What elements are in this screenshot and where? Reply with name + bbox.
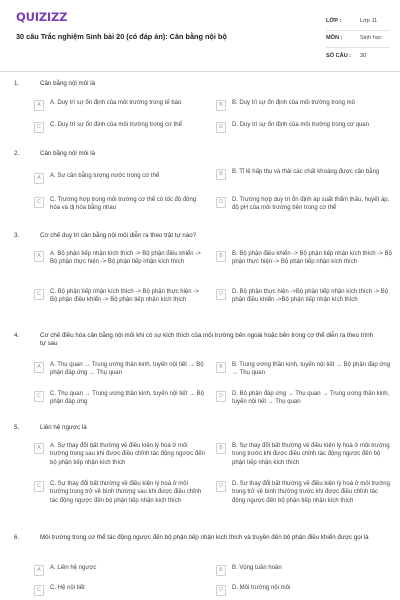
option-text: A. Sự cân bằng lượng nước trong cơ thể bbox=[50, 173, 160, 179]
option-letter-box: B bbox=[216, 565, 226, 576]
question-number: 3. bbox=[14, 232, 20, 239]
option-text: C. Trường hợp trong môi trường cơ thể có tốc độ đông hóa và dị hóa bằng nhau bbox=[50, 197, 197, 212]
option-letter-box: C bbox=[34, 122, 44, 133]
meta-table bbox=[326, 14, 390, 65]
option-letter-box: D bbox=[216, 391, 226, 402]
question-text: Cơ chế điều hòa cân bằng nội môi khi có sự kích thích của môi trường bên ngoài hoặc bên trong cơ thể diễn ra theo trình tự sau bbox=[40, 332, 374, 348]
option-letter-box: D bbox=[216, 289, 226, 300]
option-c[interactable] bbox=[34, 196, 204, 213]
option-text: B. Duy trì sự ổn định của môi trường trong mô bbox=[232, 100, 356, 106]
question-text: Liên hệ ngược là bbox=[40, 424, 87, 431]
option-text: A. Duy trì sự ổn định của môi trường trong tế bào bbox=[50, 100, 182, 106]
option-text: D. Sự thay đổi bất thường về điều kiện lý hoá ở môi trường trong trở về bình thường trước khi được điều chỉnh tác động ngược đến bộ phận tiếp nhận kích thích bbox=[232, 481, 390, 504]
question-number: 2. bbox=[14, 150, 20, 157]
worksheet-title: 30 câu Trắc nghiệm Sinh bài 20 (có đáp án): Cân bằng nội bộ bbox=[16, 32, 227, 41]
option-b[interactable] bbox=[216, 250, 392, 267]
option-text: A. Sự thay đổi bất thường về điều kiện lý hoá ở môi trường trong sau khi được điều chỉnh tác động ngược đến bộ phận tiếp nhận kích thích bbox=[50, 443, 205, 466]
option-text: C. Thụ quan → Trung ương thần kinh, tuyến nội tiết → Bộ phận đáp ứng bbox=[50, 391, 204, 406]
option-letter-box: D bbox=[216, 481, 226, 492]
meta-value: Sinh học bbox=[360, 35, 382, 42]
option-text: D. Bộ phận đáp ứng → Thụ quan → Trung ương thần kinh, tuyến nội tiết → Thụ quan bbox=[232, 391, 390, 406]
question-2 bbox=[10, 150, 392, 158]
question-6 bbox=[10, 534, 392, 542]
option-c[interactable] bbox=[34, 480, 206, 505]
meta-key: LỚP : bbox=[326, 18, 342, 25]
meta-key: SỐ CÂU : bbox=[326, 52, 352, 59]
question-text: Cân bằng nội môi là bbox=[40, 80, 96, 87]
question-number: 1. bbox=[14, 80, 20, 87]
option-letter-box: A bbox=[34, 100, 44, 111]
option-d[interactable] bbox=[216, 121, 392, 133]
option-text: C. Sự thay đổi bất thường về điều kiện lý hoá ở môi trường trong trở về bình thường sau khi được điều chỉnh tác động ngược đến bộ phận tiếp nhận kích thích bbox=[50, 481, 202, 504]
option-text: D. Môi trường nội môi bbox=[232, 585, 291, 591]
option-text: C. Hệ nội tiết bbox=[50, 585, 85, 591]
option-text: C. Bộ phận tiếp nhận kích thích -> Bộ phận thực hiện -> Bộ phận điều khiển -> Bộ phận tiếp nhận kích thích bbox=[50, 289, 199, 304]
option-d[interactable] bbox=[216, 288, 392, 305]
meta-row-subject bbox=[326, 31, 390, 48]
option-text: B. Tỉ lệ hấp thụ và thải các chất khoáng được cân bằng bbox=[232, 169, 380, 175]
option-a[interactable] bbox=[34, 250, 204, 267]
option-letter-box: B bbox=[216, 362, 226, 373]
option-letter-box: C bbox=[34, 391, 44, 402]
option-text: A. Thụ quan → Trung ương thần kinh, tuyến nội tiết → Bộ phận đáp ứng → Thụ quan bbox=[50, 362, 204, 377]
option-letter-box: B bbox=[216, 100, 226, 111]
option-text: D. Bộ phận thực hiện ->Bộ phận tiếp nhận kích thích -> Bộ phận điều khiển ->Bộ phận tiếp nhận kích thích bbox=[232, 289, 389, 304]
meta-value: 30 bbox=[360, 52, 367, 59]
option-b[interactable] bbox=[216, 564, 392, 576]
option-d[interactable] bbox=[216, 480, 392, 505]
option-text: B. Sự thay đổi bất thường về điều kiện lý hoá ở môi trường trong trước khi được điều chỉnh tác động ngược đến bộ phận tiếp nhận kích thích bbox=[232, 443, 390, 466]
option-letter-box: C bbox=[34, 197, 44, 208]
option-letter-box: A bbox=[34, 565, 44, 576]
option-letter-box: A bbox=[34, 251, 44, 262]
meta-value: Lớp 11 bbox=[360, 18, 378, 25]
option-text: C. Duy trì sự ổn định của môi trường trong cơ thể bbox=[50, 122, 182, 128]
worksheet-header bbox=[0, 0, 400, 72]
option-b[interactable] bbox=[216, 442, 392, 467]
option-a[interactable] bbox=[34, 99, 204, 111]
option-d[interactable] bbox=[216, 584, 392, 596]
option-b[interactable] bbox=[216, 99, 392, 111]
question-5 bbox=[10, 424, 392, 432]
option-a[interactable] bbox=[34, 172, 204, 184]
option-b[interactable] bbox=[216, 168, 392, 180]
option-c[interactable] bbox=[34, 390, 206, 407]
question-1 bbox=[10, 80, 392, 88]
option-text: A. Liên hệ ngược bbox=[50, 565, 97, 571]
option-letter-box: C bbox=[34, 289, 44, 300]
option-text: B. Trung ương thần kinh, tuyến nội tiết → Bộ phận đáp ứng → Thụ quan bbox=[232, 362, 391, 377]
option-letter-box: D bbox=[216, 585, 226, 596]
question-text: Cơ chế duy trì cân bằng nội môi diễn ra theo trật tự nào? bbox=[40, 232, 197, 239]
option-text: B. Bộ phận điều khiển -> Bộ phận tiếp nhận kích thích -> Bộ phận thực hiện -> Bộ phận tiếp nhận kích thích bbox=[232, 251, 392, 266]
question-number: 5. bbox=[14, 424, 20, 431]
option-letter-box: B bbox=[216, 251, 226, 262]
option-letter-box: A bbox=[34, 173, 44, 184]
option-letter-box: C bbox=[34, 585, 44, 596]
meta-key: MÔN : bbox=[326, 35, 343, 42]
option-c[interactable] bbox=[34, 121, 204, 133]
question-text: Cân bằng nội môi là bbox=[40, 150, 96, 157]
quizizz-logo: QUIZIZZ bbox=[16, 10, 68, 24]
question-number: 4. bbox=[14, 332, 20, 339]
option-letter-box: B bbox=[216, 169, 226, 180]
meta-row-count bbox=[326, 48, 390, 65]
option-letter-box: B bbox=[216, 443, 226, 454]
option-letter-box: D bbox=[216, 122, 226, 133]
option-letter-box: A bbox=[34, 362, 44, 373]
option-letter-box: D bbox=[216, 197, 226, 208]
option-text: D. Duy trì sự ổn định của môi trường trong cơ quan bbox=[232, 122, 369, 128]
option-text: B. Vòng tuần hoàn bbox=[232, 565, 282, 571]
option-a[interactable] bbox=[34, 361, 206, 378]
option-c[interactable] bbox=[34, 584, 206, 596]
question-number: 6. bbox=[14, 534, 20, 541]
question-4 bbox=[10, 332, 392, 349]
option-b[interactable] bbox=[216, 361, 392, 378]
option-a[interactable] bbox=[34, 564, 206, 576]
option-letter-box: A bbox=[34, 443, 44, 454]
meta-row-class bbox=[326, 14, 390, 31]
option-text: A. Bộ phận tiếp nhận kích thích -> Bộ phận điều khiển -> Bộ phận thực hiện -> Bộ phận tiếp nhận kích thích bbox=[50, 251, 201, 266]
option-text: D. Trường hợp duy trì ổn định áp suất thẩm thấu, huyết áp, độ pH của môi trường bên trong cơ thể bbox=[232, 197, 390, 212]
option-letter-box: C bbox=[34, 481, 44, 492]
option-d[interactable] bbox=[216, 390, 392, 407]
question-text: Môi trường trong cơ thể tác động ngược đến bộ phận tiếp nhận kích thích và truyền đến bộ phận điều khiển được gọi là bbox=[40, 534, 369, 541]
option-a[interactable] bbox=[34, 442, 206, 467]
question-3 bbox=[10, 232, 392, 240]
option-c[interactable] bbox=[34, 288, 204, 305]
option-d[interactable] bbox=[216, 196, 392, 213]
